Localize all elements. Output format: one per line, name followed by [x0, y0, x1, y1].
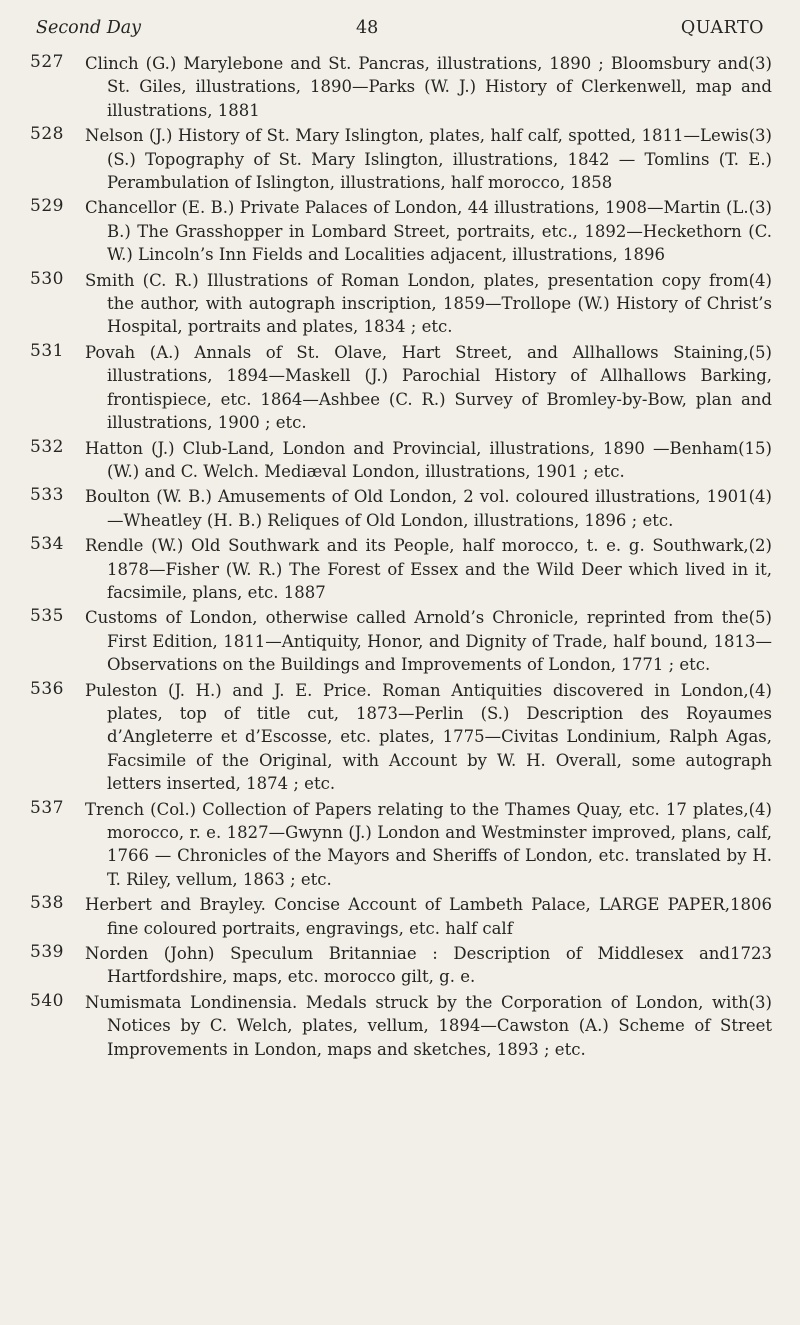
lot-description — [85, 124, 772, 194]
lot-description — [85, 52, 772, 122]
lot-description — [85, 606, 772, 676]
lot-description-text: Boulton (W. B.) Amusements of Old London, 2 vol. coloured illustrations, 1901—Wheatley (H. B.) Reliques of Old London, illustrations, 1896 ; etc. — [85, 487, 749, 530]
lot-description — [85, 269, 772, 339]
lot-description-text: Herbert and Brayley. Concise Account of Lambeth Palace, LARGE PAPER, fine coloured portraits, engravings, etc. half calf — [85, 895, 730, 938]
lot-number: 536 — [30, 678, 64, 699]
lot-quantity: 1723 — [730, 944, 772, 964]
lot-number: 534 — [30, 534, 64, 555]
lot-quantity: (5) — [748, 342, 772, 362]
lot-entry — [0, 269, 800, 339]
lot-description — [85, 679, 772, 796]
lot-entry — [0, 893, 800, 940]
running-head-day: Second Day — [36, 18, 142, 38]
lot-entry — [0, 124, 800, 194]
lot-number: 540 — [30, 990, 64, 1011]
lot-description-text: Clinch (G.) Marylebone and St. Pancras, illustrations, 1890 ; Bloomsbury and St. Giles, illustrations, 1890—Parks (W. J.) History of Clerkenwell, map and illustrations, 1881 — [85, 54, 772, 120]
lot-entry — [0, 942, 800, 989]
lot-description-text: Numismata Londinensia. Medals struck by the Corporation of London, with Notices by C. Welch, plates, vellum, 1894—Cawston (A.) Scheme of Street Improvements in London, maps and sketches, 1893 ; etc. — [85, 992, 772, 1059]
lot-number: 527 — [30, 52, 64, 72]
lot-quantity: (5) — [748, 608, 772, 628]
lot-number: 532 — [30, 436, 64, 457]
lot-description-text: Trench (Col.) Collection of Papers relating to the Thames Quay, etc. 17 plates, morocco, r. e. 1827—Gwynn (J.) London and Westminster improved, plans, calf, 1766 — Chronicles of the Mayors and Sheriffs of London, etc. translated by H. T. Riley, vellum, 1863 ; etc. — [85, 799, 772, 889]
lot-entry — [0, 606, 800, 676]
lot-entry — [0, 52, 800, 122]
lot-quantity: (3) — [748, 126, 772, 146]
lot-number: 537 — [30, 797, 64, 818]
page-number: 48 — [356, 18, 379, 38]
lot-quantity: 1806 — [730, 895, 772, 915]
lot-description-text: Chancellor (E. B.) Private Palaces of London, 44 illustrations, 1908—Martin (L. B.) The Grasshopper in Lombard Street, portraits, etc., 1892—Heckethorn (C. W.) Lincoln’s Inn Fields and Localities adjacent, illustrations, 1896 — [85, 198, 772, 265]
lot-entry — [0, 798, 800, 892]
lot-number: 533 — [30, 485, 64, 506]
lot-number: 535 — [30, 606, 64, 627]
running-head — [36, 18, 764, 48]
lot-number: 530 — [30, 268, 64, 289]
lot-description-text: Smith (C. R.) Illustrations of Roman London, plates, presentation copy from the author, with autograph inscription, 1859—Trollope (W.) History of Christ’s Hospital, portraits and plates, 1834 ; etc. — [85, 270, 772, 337]
lot-description-text: Customs of London, otherwise called Arnold’s Chronicle, reprinted from the First Edition, 1811—Antiquity, Honor, and Dignity of Trade, half bound, 1813—Observations on the Buildings and Improvements of London, 1771 ; etc. — [85, 608, 772, 675]
lot-description — [85, 341, 772, 435]
lot-entry — [0, 196, 800, 266]
lot-number: 529 — [30, 196, 64, 217]
lot-quantity: (2) — [748, 536, 772, 556]
lot-number: 531 — [30, 340, 64, 361]
lot-description-text: Hatton (J.) Club-Land, London and Provincial, illustrations, 1890 —Benham (W.) and C. Welch. Mediæval London, illustrations, 1901 ; etc. — [85, 438, 739, 481]
lot-quantity: (15) — [738, 438, 772, 458]
lot-quantity: (4) — [748, 680, 772, 700]
lot-description — [85, 942, 772, 989]
lot-description-text: Puleston (J. H.) and J. E. Price. Roman Antiquities discovered in London, plates, top of title cut, 1873—Perlin (S.) Description des Royaumes d’Angleterre et d’Escosse, etc. plates, 1775—Civitas Londinium, Ralph Agas, Facsimile of the Original, with Account by W. H. Overall, some autograph letters inserted, 1874 ; etc. — [85, 680, 772, 794]
lot-quantity: (3) — [748, 54, 772, 73]
lot-quantity: (4) — [748, 799, 772, 819]
lot-description — [85, 798, 772, 892]
lot-entry — [0, 534, 800, 604]
lot-list — [0, 52, 800, 1063]
lot-quantity: (4) — [748, 487, 772, 507]
lot-quantity: (3) — [748, 198, 772, 218]
lot-entry — [0, 679, 800, 796]
lot-description — [85, 437, 772, 484]
lot-description-text: Povah (A.) Annals of St. Olave, Hart Street, and Allhallows Staining, illustrations, 1894—Maskell (J.) Parochial History of Allhallows Barking, frontispiece, etc. 1864—Ashbee (C. R.) Survey of Bromley-by-Bow, plan and illustrations, 1900 ; etc. — [85, 342, 772, 433]
lot-description — [85, 991, 772, 1061]
lot-number: 539 — [30, 942, 64, 963]
lot-number: 538 — [30, 893, 64, 914]
lot-description-text: Norden (John) Speculum Britanniae : Description of Middlesex and Hartfordshire, maps, etc. morocco gilt, g. e. — [85, 944, 730, 987]
lot-entry — [0, 991, 800, 1061]
lot-description — [85, 893, 772, 940]
lot-description-text: Rendle (W.) Old Southwark and its People, half morocco, t. e. g. Southwark, 1878—Fisher (W. R.) The Forest of Essex and the Wild Deer which lived in it, facsimile, plans, etc. 1887 — [85, 536, 772, 602]
lot-description — [85, 485, 772, 532]
lot-entry — [0, 341, 800, 435]
lot-entry — [0, 485, 800, 532]
lot-description-text: Nelson (J.) History of St. Mary Islington, plates, half calf, spotted, 1811—Lewis (S.) Topography of St. Mary Islington, illustrations, 1842 — Tomlins (T. E.) Perambulation of Islington, illustrations, half morocco, 1858 — [85, 126, 772, 193]
lot-number: 528 — [30, 124, 64, 145]
lot-entry — [0, 437, 800, 484]
running-head-format: QUARTO — [680, 18, 764, 38]
lot-description — [85, 196, 772, 266]
lot-description — [85, 534, 772, 604]
lot-quantity: (4) — [748, 270, 772, 290]
lot-quantity: (3) — [748, 992, 772, 1012]
